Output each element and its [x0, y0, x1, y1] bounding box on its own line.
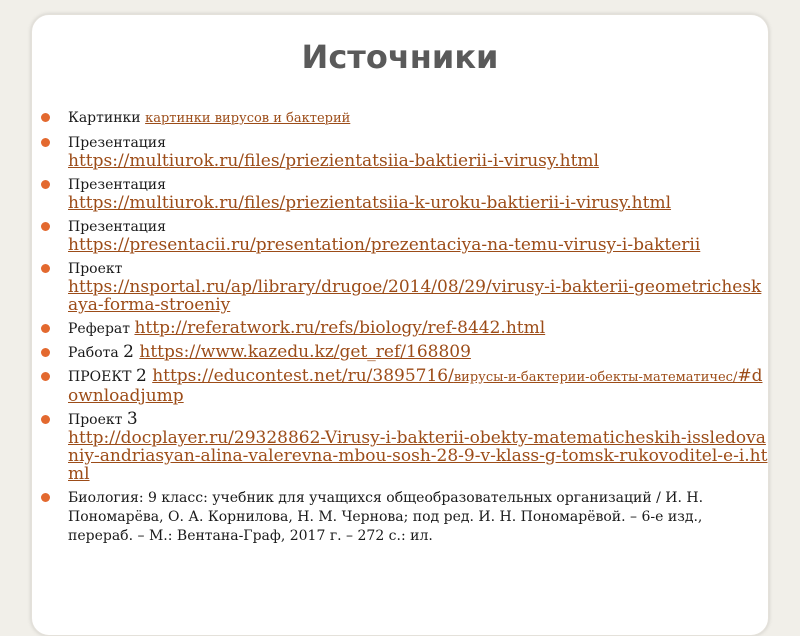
- list-item: [41, 108, 769, 128]
- source-link[interactable]: картинки вирусов и бактерий: [145, 111, 351, 126]
- list-item: [41, 488, 769, 545]
- item-number: 3: [126, 409, 138, 429]
- bullet-icon: [41, 493, 50, 502]
- list-item: [41, 217, 769, 254]
- source-link[interactable]: https://www.kazedu.kz/get_ref/168809: [139, 342, 471, 362]
- link-cyrillic-part: вирусы-и-бактерии-обекты-математичес/: [453, 370, 738, 385]
- bullet-icon: [41, 113, 50, 122]
- bullet-icon: [41, 415, 50, 424]
- bullet-icon: [41, 138, 50, 147]
- item-prefix: Проект: [68, 261, 123, 277]
- bullet-icon: [41, 180, 50, 189]
- source-link[interactable]: http://referatwork.ru/refs/biology/ref-8442.html: [134, 318, 546, 338]
- item-prefix: Презентация: [68, 135, 166, 151]
- item-prefix: Реферат: [68, 321, 135, 337]
- item-prefix: Презентация: [68, 219, 166, 235]
- item-number: 2: [135, 366, 153, 386]
- source-link[interactable]: https://multiurok.ru/files/priezientatsiia-baktierii-i-virusy.html: [68, 151, 599, 171]
- link-anchor: #downloadjump: [68, 366, 763, 406]
- bullet-icon: [41, 222, 50, 231]
- link-url: https://educontest.net/ru/3895716/: [152, 366, 454, 386]
- item-prefix: Картинки: [68, 110, 146, 126]
- source-link[interactable]: https://multiurok.ru/files/priezientatsiia-k-uroku-baktierii-i-virusy.html: [68, 193, 672, 213]
- item-prefix: Презентация: [68, 177, 166, 193]
- bullet-icon: [41, 264, 50, 273]
- list-item: [41, 410, 769, 483]
- sources-list: [41, 108, 769, 550]
- list-item: [41, 259, 769, 314]
- textbook-reference: Биология: 9 класс: учебник для учащихся общеобразовательных организаций / И. Н. Пономарёва, О. А. Корнилова, Н. М. Чернова; под ред. И. Н. Пономарёвой. – 6-е изд., перераб. – М.: Вентана-Граф, 2017 г. – 272 с.: ил.: [68, 490, 704, 544]
- item-prefix: Работа: [68, 345, 124, 361]
- list-item: [41, 319, 769, 338]
- list-item: [41, 175, 769, 212]
- item-prefix: Проект: [68, 412, 127, 428]
- slide-title: Источники: [301, 38, 499, 76]
- list-item: [41, 343, 769, 362]
- source-link[interactable]: https://nsportal.ru/ap/library/drugoe/2014/08/29/virusy-i-bakterii-geometricheskaya-forma-stroeniy: [68, 277, 762, 315]
- bullet-icon: [41, 372, 50, 381]
- source-link[interactable]: https://presentacii.ru/presentation/prezentaciya-na-temu-virusy-i-bakterii: [68, 235, 701, 255]
- list-item: [41, 133, 769, 170]
- item-number: 2: [123, 342, 140, 362]
- source-link[interactable]: http://docplayer.ru/29328862-Virusy-i-bakterii-obekty-matematicheskih-issledovaniy-andriasyan-alina-valerevna-mbou-sosh-28-9-v-klass-g-tomsk-rukovoditel-e-i.html: [68, 428, 768, 484]
- item-prefix: ПРОЕКТ: [68, 369, 136, 385]
- bullet-icon: [41, 324, 50, 333]
- source-link[interactable]: [68, 366, 762, 406]
- list-item: [41, 367, 769, 405]
- bullet-icon: [41, 348, 50, 357]
